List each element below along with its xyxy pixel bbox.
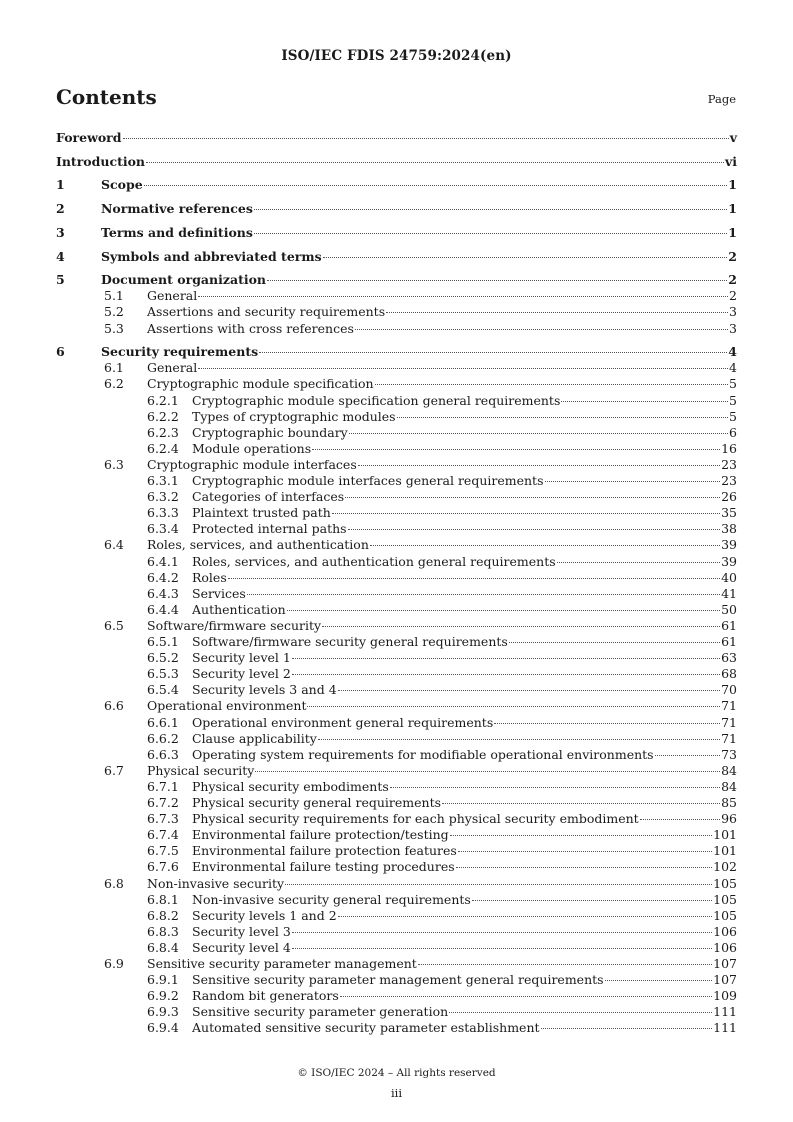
toc-entry-title: Security levels 3 and 4 [192,682,337,698]
toc-entry-page: 102 [713,859,737,875]
toc-entry[interactable] [104,618,737,634]
toc-entry-title: Protected internal paths [192,521,347,537]
toc-entry-number: 5.1 [104,288,124,304]
toc-entry-page: 105 [713,875,737,891]
toc-entry-number: 6.4.4 [147,601,179,617]
dot-leader [287,610,720,611]
dot-leader [255,771,720,772]
toc-entry-title: Foreword [56,130,122,145]
toc-entry-page: 61 [721,617,737,633]
toc-entry-number: 6.8.1 [147,891,179,907]
dot-leader [292,674,720,675]
toc-entry[interactable] [104,537,737,553]
toc-entry-title: Environmental failure protection/testing [192,827,449,843]
toc-entry-page: 106 [713,923,737,939]
toc-entry-title: Physical security [147,762,255,778]
toc-entry-number: 6.9.1 [147,972,179,988]
toc-entry-page: 109 [713,988,737,1004]
dot-leader [198,296,728,297]
toc-entry-page: 26 [721,489,737,505]
toc-entry-title: Roles, services, and authentication [147,537,369,553]
toc-entry-number: 6.8.2 [147,907,179,923]
toc-entry[interactable] [147,634,737,650]
toc-entry-title: General [147,360,198,376]
dot-leader [228,578,720,579]
toc-entry[interactable] [104,376,737,392]
toc-entry-title: Sensitive security parameter management general requirements [192,972,604,988]
toc-entry-page: 105 [713,907,737,923]
toc-entry[interactable] [147,425,737,441]
toc-entry-title: Operating system requirements for modifiable operational environments [192,746,654,762]
toc-entry-page: 35 [721,505,737,521]
dot-leader [605,980,713,981]
toc-entry-title: Security level 2 [192,666,291,682]
toc-entry-title: Sensitive security parameter management [147,956,417,971]
toc-entry-title: Security level 3 [192,923,291,939]
dot-leader [458,851,712,852]
toc-entry-title: Physical security general requirements [192,795,442,810]
toc-entry-title: Cryptographic module interfaces [147,456,357,472]
toc-entry-page: 23 [721,473,737,488]
dot-leader [494,723,720,724]
toc-entry-page: 73 [721,746,737,762]
toc-entry-page: 38 [721,521,737,537]
dot-leader [292,658,720,659]
toc-entry-title: Automated sensitive security parameter establishment [192,1020,540,1036]
dot-leader [254,209,727,210]
toc-entry-title: Security requirements [101,344,259,360]
toc-entry-title: Assertions with cross references [147,320,354,336]
page-number: iii [390,1086,403,1100]
dot-leader [312,449,720,450]
toc-entry-page: 101 [713,827,737,843]
toc-entry-title: Roles, services, and authentication general requirements [192,553,556,569]
toc-entry[interactable] [147,650,737,666]
dot-leader [397,417,728,418]
toc-entry[interactable] [147,441,737,457]
toc-entry-page: 1 [728,177,737,193]
toc-entry-page: 71 [721,698,737,714]
toc-entry-title: Environmental failure testing procedures [192,859,455,875]
toc-entry-page: 107 [713,972,737,988]
toc-entry-page: vi [724,153,737,169]
dot-leader [267,280,727,281]
dot-leader [390,787,720,788]
toc-entry-number: 6.4.1 [147,553,179,569]
toc-entry[interactable] [56,130,737,146]
toc-entry[interactable] [56,272,737,288]
toc-entry-page: v [729,130,737,145]
toc-entry-page: 3 [729,320,737,336]
toc-entry-title: Software/firmware security general requirements [192,634,508,649]
toc-entry-page: 106 [713,939,737,955]
toc-entry-page: 71 [721,730,737,746]
toc-entry-page: 84 [721,762,737,778]
dot-leader [386,312,728,313]
toc-entry-number: 6.3.2 [147,489,179,505]
toc-entry-page: 68 [721,666,737,682]
toc-entry-page: 4 [728,344,737,360]
toc-entry-page: 61 [721,634,737,649]
dot-leader [247,594,720,595]
toc-entry-number: 6.7 [104,762,124,778]
toc-entry[interactable] [147,972,737,988]
dot-leader [449,1012,712,1013]
toc-entry-number: 6.7.3 [147,811,179,827]
toc-entry-title: Introduction [56,153,146,169]
dot-leader [640,819,720,820]
toc-entry[interactable] [147,554,737,570]
toc-entry-number: 6.6.3 [147,746,179,762]
toc-entry-number: 6.4 [104,537,124,553]
toc-entry[interactable] [147,988,737,1004]
toc-entry[interactable] [147,715,737,731]
toc-entry-title: Cryptographic boundary [192,424,348,440]
toc-entry[interactable] [56,225,737,241]
dot-leader [375,384,728,385]
dot-leader [358,465,720,466]
toc-entry-number: 6.5.1 [147,634,179,649]
toc-entry-title: Module operations [192,440,312,456]
toc-entry-title: Symbols and abbreviated terms [101,248,322,264]
toc-entry-title: Physical security requirements for each physical security embodiment [192,811,639,827]
toc-entry-page: 107 [713,956,737,971]
toc-entry-number: 6.6 [104,698,124,714]
toc-entry-page: 3 [729,304,737,320]
toc-entry[interactable] [56,201,737,217]
toc-entry-title: Authentication [192,601,286,617]
toc-entry-page: 71 [721,714,737,730]
dot-leader [259,352,727,353]
toc-entry-page: 70 [721,682,737,698]
toc-entry[interactable] [147,843,737,859]
toc-entry-title: Normative references [101,201,253,217]
toc-entry-number: 6.7.2 [147,795,179,810]
toc-entry-number: 6.9.2 [147,988,179,1004]
toc-entry-title: Security level 1 [192,650,291,666]
toc-entry-title: Sensitive security parameter generation [192,1004,449,1020]
toc-entry-page: 101 [713,843,737,859]
dot-leader [541,1028,713,1029]
toc-entry-page: 63 [721,650,737,666]
dot-leader [509,642,720,643]
toc-entry[interactable] [104,457,737,473]
dot-leader [557,562,720,563]
toc-entry-title: Operational environment [147,698,307,714]
toc-entry[interactable] [147,747,737,763]
toc-entry[interactable] [147,682,737,698]
toc-entry-number: 6.5.2 [147,650,179,666]
toc-entry[interactable] [104,698,737,714]
dot-leader [345,497,720,498]
toc-entry-number: 6.6.2 [147,730,179,746]
toc-entry[interactable] [147,795,737,811]
dot-leader [332,513,720,514]
toc-entry-page: 105 [713,891,737,907]
toc-entry-page: 16 [721,440,737,456]
toc-entry[interactable] [147,1004,737,1020]
toc-entry-number: 6.5.4 [147,682,179,698]
toc-entry-number: 6.9.4 [147,1020,179,1036]
toc-entry-number: 6.3.4 [147,521,179,537]
toc-entry[interactable] [147,666,737,682]
toc-entry-title: Cryptographic module interfaces general requirements [192,473,544,488]
toc-entry-title: Software/firmware security [147,617,322,633]
toc-entry[interactable] [147,489,737,505]
toc-entry-title: Security level 4 [192,939,291,955]
toc-entry-title: Operational environment general requirements [192,714,494,730]
toc-entry-page: 50 [721,601,737,617]
dot-leader [370,545,720,546]
toc-entry-title: General [147,288,198,304]
dot-leader [456,867,713,868]
toc-entry-number: 6.3.1 [147,473,179,488]
toc-entry-title: Physical security embodiments [192,778,389,794]
toc-entry[interactable] [147,505,737,521]
toc-entry[interactable] [147,521,737,537]
toc-entry-number: 4 [56,248,65,264]
toc-entry-number: 6.1 [104,360,124,376]
toc-entry-number: 6.6.1 [147,714,179,730]
toc-entry-page: 39 [721,553,737,569]
toc-entry[interactable] [104,876,737,892]
toc-entry-page: 4 [729,360,737,376]
dot-leader [285,884,712,885]
dot-leader [450,835,712,836]
toc-entry-page: 5 [729,392,737,408]
toc-entry-title: Categories of interfaces [192,489,345,505]
toc-entry-page: 23 [721,456,737,472]
toc-entry[interactable] [147,859,737,875]
toc-entry-number: 6.2.1 [147,392,179,408]
toc-entry[interactable] [147,811,737,827]
toc-entry-page: 85 [721,795,737,810]
dot-leader [355,329,728,330]
dot-leader [123,138,729,139]
toc-entry-page: 1 [728,224,737,240]
toc-entry-page: 41 [721,585,737,601]
toc-entry-title: Terms and definitions [101,224,253,240]
toc-entry-title: Types of cryptographic modules [192,408,396,424]
toc-entry[interactable] [56,154,737,170]
dot-leader [340,996,712,997]
dot-leader [144,185,728,186]
toc-entry-page: 84 [721,778,737,794]
toc-entry-title: Environmental failure protection features [192,843,457,859]
toc-entry-number: 5.2 [104,304,124,320]
toc-entry-number: 6.9 [104,956,124,971]
toc-entry-page: 2 [728,272,737,288]
toc-entry[interactable] [147,393,737,409]
toc-entry-page: 5 [729,408,737,424]
toc-entry-page: 6 [729,424,737,440]
toc-entry-number: 6.5.3 [147,666,179,682]
dot-leader [198,368,728,369]
toc-entry[interactable] [56,249,737,265]
document-header: ISO/IEC FDIS 24759:2024(en) [281,48,512,64]
toc-entry-number: 6.4.2 [147,569,179,585]
toc-entry-page: 2 [729,288,737,304]
toc-entry-number: 6.8 [104,875,124,891]
copyright-footer: © ISO/IEC 2024 – All rights reserved [297,1067,496,1079]
toc-entry-page: 5 [729,376,737,392]
page-title: Contents [56,85,157,109]
toc-entry-number: 3 [56,224,65,240]
toc-entry-title: Non-invasive security general requirements [192,891,471,907]
toc-entry[interactable] [104,288,737,304]
toc-entry-page: 111 [713,1004,737,1020]
toc-entry-number: 6.3 [104,456,124,472]
toc-entry-title: Scope [101,177,143,193]
toc-entry[interactable] [147,602,737,618]
dot-leader [472,900,712,901]
toc-entry-page: 2 [728,248,737,264]
toc-entry-number: 6.7.6 [147,859,179,875]
toc-entry[interactable] [104,304,737,320]
page-column-label: Page [707,92,736,106]
toc-entry-number: 6.7.1 [147,778,179,794]
toc-entry-page: 40 [721,569,737,585]
toc-entry-number: 5.3 [104,320,124,336]
dot-leader [338,690,720,691]
toc-entry[interactable] [147,1020,737,1036]
toc-entry-number: 6.7.5 [147,843,179,859]
toc-entry-title: Random bit generators [192,988,339,1004]
toc-entry-number: 5 [56,272,65,288]
toc-entry-number: 6.7.4 [147,827,179,843]
toc-entry[interactable] [147,409,737,425]
toc-entry[interactable] [147,908,737,924]
toc-entry[interactable] [104,956,737,972]
toc-entry-number: 6.3.3 [147,505,179,521]
toc-entry-number: 2 [56,201,65,217]
toc-entry-title: Non-invasive security [147,875,285,891]
toc-entry-number: 6.8.3 [147,923,179,939]
toc-entry[interactable] [147,586,737,602]
dot-leader [146,162,724,163]
toc-entry-number: 6.5 [104,617,124,633]
toc-entry-title: Document organization [101,272,267,288]
toc-entry-number: 6.4.3 [147,585,179,601]
toc-entry-page: 1 [728,201,737,217]
toc-entry[interactable] [56,177,737,193]
toc-entry[interactable] [104,360,737,376]
toc-entry-number: 6.2.4 [147,440,179,456]
toc-entry-title: Assertions and security requirements [147,304,386,320]
toc-entry-title: Cryptographic module specification general requirements [192,392,561,408]
dot-leader [318,739,720,740]
dot-leader [323,257,728,258]
toc-entry-number: 6.2.3 [147,424,179,440]
dot-leader [349,433,728,434]
toc-entry[interactable] [147,779,737,795]
dot-leader [254,233,727,234]
toc-entry[interactable] [104,321,737,337]
dot-leader [655,755,721,756]
toc-entry-title: Security levels 1 and 2 [192,907,337,923]
dot-leader [545,481,721,482]
toc-entry[interactable] [147,731,737,747]
toc-entry[interactable] [147,827,737,843]
dot-leader [322,626,720,627]
dot-leader [561,401,728,402]
dot-leader [292,948,712,949]
toc-entry-title: Services [192,585,246,601]
toc-entry[interactable] [56,344,737,360]
toc-entry-page: 111 [713,1020,737,1036]
toc-entry[interactable] [147,473,737,489]
toc-entry-page: 39 [721,537,737,553]
toc-entry-page: 96 [721,811,737,827]
dot-leader [442,803,720,804]
toc-entry-title: Clause applicability [192,730,317,746]
toc-entry-number: 6.9.3 [147,1004,179,1020]
toc-entry-title: Roles [192,569,227,585]
toc-entry-number: 6.2.2 [147,408,179,424]
toc-entry[interactable] [147,940,737,956]
toc-entry[interactable] [147,570,737,586]
dot-leader [338,916,712,917]
toc-entry[interactable] [104,763,737,779]
toc-entry-title: Cryptographic module specification [147,376,374,392]
toc-entry[interactable] [147,924,737,940]
toc-entry-number: 6.8.4 [147,939,179,955]
toc-entry-number: 6 [56,344,65,360]
dot-leader [348,529,721,530]
toc-entry[interactable] [147,892,737,908]
dot-leader [418,964,712,965]
dot-leader [292,932,712,933]
toc-entry-title: Plaintext trusted path [192,505,331,521]
dot-leader [307,706,720,707]
toc-entry-number: 6.2 [104,376,124,392]
toc-entry-number: 1 [56,177,65,193]
